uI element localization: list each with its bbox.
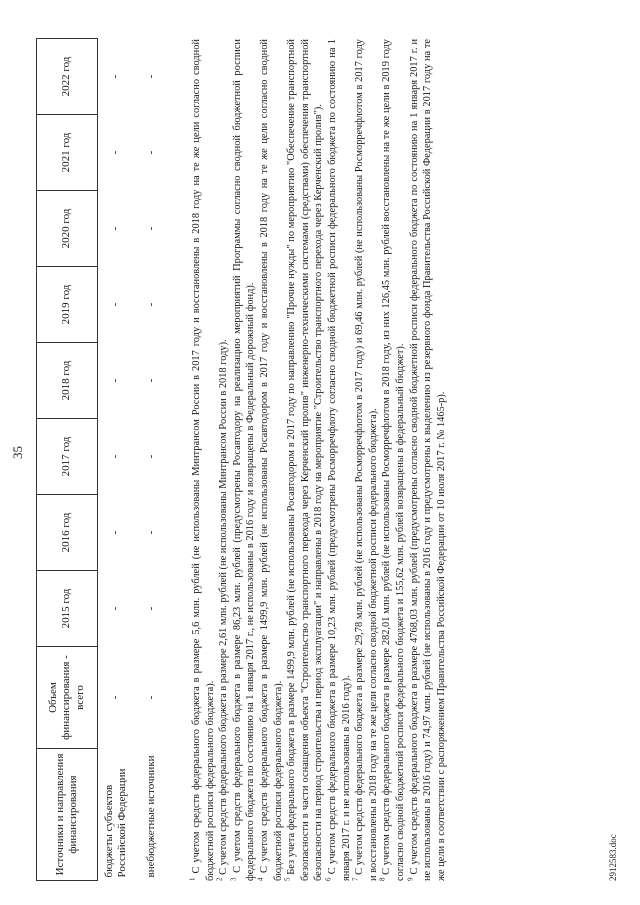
footnote-mark: 6: [324, 877, 333, 881]
table-cell: -: [145, 302, 158, 307]
footnote-text: С учетом средств федерального бюджета в размере 1499,9 млн. рублей (не использованы Росавтодором в 2017 году и восстановлены в 2018 году на те же цели согласно сводной бюджетной росписи федерального бюджета).: [258, 39, 284, 881]
footnote-text: С учетом средств федерального бюджета в размере 86,23 млн. рублей (предусмотрены Росавтодору на реализацию мероприятий Программы согласно сводной бюджетной росписи федерального бюджета по состоянию на 1 января 2017 г., не использованы в 2016 году и возвращены в Федеральный дорожный фонд).: [231, 39, 257, 881]
table-cell: -: [109, 530, 122, 535]
header-cell: Источники и направления финансирования: [37, 749, 98, 881]
footnote: [190, 39, 217, 881]
footnotes: [190, 39, 448, 881]
footnote: [217, 39, 231, 881]
header-cell: 2017 год: [37, 419, 98, 495]
table-cell: -: [109, 378, 122, 383]
table-cell: -: [109, 226, 122, 231]
footnote-text: С учетом средств федерального бюджета в размере 2,61 млн. рублей (не использованы Минтрансом России в 2018 году).: [218, 339, 230, 875]
table-cell: -: [109, 454, 122, 459]
header-cell: 2016 год: [37, 495, 98, 571]
footnote: [408, 39, 449, 881]
table-cell: -: [145, 530, 158, 535]
footnote-text: С учетом средств федерального бюджета в размере 29,78 млн. рублей (не использованы Росморречфлотом в 2017 году) и 69,46 млн. рублей (не использованы Росморречфлотом в 2017 году и восстановлены в 2018 году на те же цели согласно сводной бюджетной росписи федерального бюджета).: [354, 39, 379, 881]
footnote-mark: 7: [351, 877, 360, 881]
footnote-text: Без учета федерального бюджета в размере 1499,9 млн. рублей (не использованы Росавтодором в 2017 году по направлению "Прочие нужды" по мероприятию "Обеспечение транспортной безопасности в части оснащения объекта "Строительство транспортного перехода через Керченский пролив" инженерно-техническими системами (средствами) обеспечения транспортной безопасности на период строительства и период эксплуатации" и направлены в 2018 году на мероприятие "Строительство транспортного перехода через Керченский пролив").: [286, 39, 325, 881]
table-cell: -: [145, 150, 158, 155]
table-cell: -: [145, 695, 158, 700]
footnote: [353, 39, 380, 881]
footnote-mark: 3: [229, 877, 238, 881]
footnote-text: С учетом средств федерального бюджета в размере 5,6 млн. рублей (не использованы Минтрансом России в 2017 году и восстановлены в 2018 году на те же цели согласно сводной бюджетной росписи федерального бюджета).: [191, 39, 216, 881]
table-cell: -: [109, 150, 122, 155]
footnote: [285, 39, 326, 881]
header-cell: 2018 год: [37, 343, 98, 419]
header-cell: Объем финансирования - всего: [37, 647, 98, 749]
table-cell: -: [109, 302, 122, 307]
footnote-mark: 5: [283, 877, 292, 881]
table-cell: -: [109, 695, 122, 700]
header-cell: 2015 год: [37, 571, 98, 647]
table-header-row: [37, 39, 98, 881]
table-cell: -: [109, 74, 122, 79]
footnote-text: С учетом средств федерального бюджета в размере 4768,03 млн. рублей (предусмотрены согласно сводной бюджетной росписи федерального бюджета по состоянию на 1 января 2017 г. и не использованы в 2016 году) и 74,97 млн. рублей (не использованы в 2016 году и предусмотрены к выделению из резервного фонда Правительства Российской Федерации в 2017 году на те же цели в соответствии с распоряжением Правительства Российской Федерации от 10 июля 2017 г. № 1465-р).: [408, 38, 447, 881]
footnote-mark: 2: [215, 877, 224, 881]
footnote: [231, 39, 258, 881]
header-cell: 2022 год: [37, 39, 98, 115]
footnote: [380, 39, 407, 881]
file-reference: 2912583.doc: [608, 834, 618, 881]
financing-table: [36, 38, 170, 881]
table-cell: -: [145, 454, 158, 459]
header-cell: 2020 год: [37, 191, 98, 267]
footnote-mark: 1: [188, 877, 197, 881]
row-label: бюджеты субъектов Российской Федерации: [102, 768, 128, 878]
header-cell: 2019 год: [37, 267, 98, 343]
footnote-text: С учетом средств федерального бюджета в размере 282,01 млн. рублей (не использованы Росморречфлотом в 2018 году, из них 126,45 млн. рублей восстановлены на те же цели в 2019 году согласно сводной бюджетной росписи федерального бюджета и 155,62 млн. рублей возвращены в федеральный бюджет).: [381, 39, 406, 881]
table-row: [134, 39, 170, 881]
table-cell: -: [145, 378, 158, 383]
table-cell: -: [109, 606, 122, 611]
footnote: [258, 39, 285, 881]
footnote-mark: 8: [378, 877, 387, 881]
table-cell: -: [145, 606, 158, 611]
table-cell: -: [145, 74, 158, 79]
footnote-mark: 9: [406, 877, 415, 881]
footnote: [326, 39, 353, 881]
row-label: внебюджетные источники: [145, 755, 158, 878]
table-row: [98, 39, 135, 881]
table-cell: -: [145, 226, 158, 231]
footnote-mark: 4: [256, 877, 265, 881]
header-cell: 2021 год: [37, 115, 98, 191]
footnote-text: С учетом средств федерального бюджета в размере 10,23 млн. рублей (предусмотрены Росморречфлоту согласно сводной бюджетной росписи федерального бюджета по состоянию на 1 января 2017 г. и не использованы в 2016 году).: [326, 39, 352, 881]
page-number: 35: [10, 446, 25, 459]
